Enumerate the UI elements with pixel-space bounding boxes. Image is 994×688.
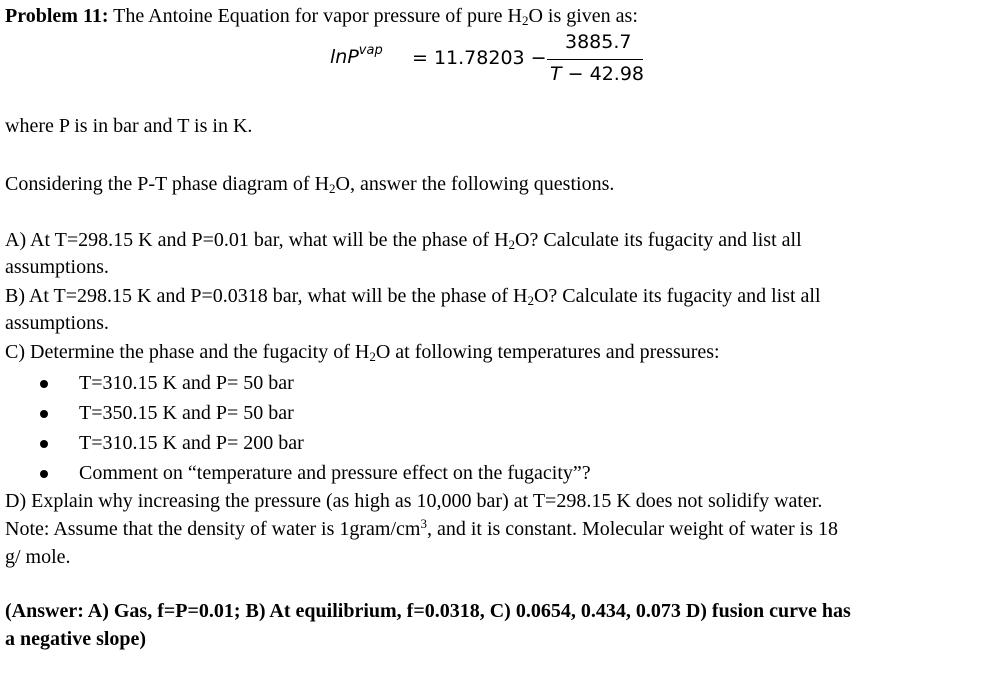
- considering-b: O, answer the following questions.: [335, 173, 615, 195]
- answer-line-2: a negative slope): [5, 628, 147, 650]
- considering-a: Considering the P-T phase diagram of H: [5, 173, 330, 195]
- question-a-part-2: O? Calculate its fugacity and list all: [515, 229, 802, 251]
- note-line-1: [5, 517, 838, 541]
- problem-heading: [5, 4, 638, 28]
- equation-denominator-rest: − 42.98: [561, 63, 645, 85]
- equation-lhs-sup: vap: [358, 43, 383, 58]
- bullet-text: T=310.15 K and P= 50 bar: [79, 372, 294, 394]
- note-line-2: g/ mole.: [5, 546, 71, 568]
- considering-text: [5, 172, 614, 196]
- equation-denominator-var: T: [550, 63, 562, 85]
- problem-intro-b: O is given as:: [528, 5, 638, 27]
- subscript-2: 2: [508, 237, 516, 252]
- question-a-part-1: A) At T=298.15 K and P=0.01 bar, what will be the phase of H: [5, 229, 509, 251]
- question-b-line-2: assumptions.: [5, 312, 109, 334]
- question-d-text: D) Explain why increasing the pressure (as high as 10,000 bar) at T=298.15 K does not solidify water.: [5, 490, 823, 512]
- bullet-text: T=350.15 K and P= 50 bar: [79, 402, 294, 424]
- question-a-line-2: assumptions.: [5, 256, 109, 278]
- bullet-icon: [40, 440, 48, 448]
- where-text: where P is in bar and T is in K.: [5, 115, 253, 137]
- subscript-2: 2: [369, 349, 376, 364]
- question-a-line-1: [5, 228, 802, 252]
- problem-intro-a: The Antoine Equation for vapor pressure of pure H: [108, 5, 522, 27]
- equation-lhs: [330, 43, 383, 68]
- question-b-part-2: O? Calculate its fugacity and list all: [533, 285, 821, 307]
- bullet-text: T=310.15 K and P= 200 bar: [79, 432, 304, 454]
- subscript-2: 2: [527, 293, 534, 308]
- fraction-bar: [547, 59, 643, 60]
- subscript-2: 2: [329, 181, 336, 196]
- bullet-icon: [40, 470, 48, 478]
- note-part-1: Note: Assume that the density of water is 1gram/cm: [5, 518, 421, 540]
- question-b-part-1: B) At T=298.15 K and P=0.0318 bar, what will be the phase of H: [5, 285, 528, 307]
- question-c-part-1: C) Determine the phase and the fugacity of H: [5, 341, 370, 363]
- equation-lhs-base: lnP: [330, 46, 359, 68]
- question-c-line: [5, 340, 720, 364]
- answer-line-1: (Answer: A) Gas, f=P=0.01; B) At equilibrium, f=0.0318, C) 0.0654, 0.434, 0.073 D) fusion curve has: [5, 600, 851, 622]
- bullet-icon: [40, 410, 48, 418]
- equation-constant: = 11.78203 −: [412, 47, 547, 69]
- question-b-line-1: [5, 284, 821, 308]
- bullet-text: Comment on “temperature and pressure effect on the fugacity”?: [79, 462, 591, 484]
- subscript-2: 2: [521, 13, 529, 28]
- note-part-2: , and it is constant. Molecular weight of water is 18: [426, 518, 838, 540]
- equation-denominator: [550, 63, 644, 85]
- question-c-part-2: O at following temperatures and pressures:: [375, 341, 720, 363]
- equation-numerator: 3885.7: [565, 31, 632, 53]
- superscript-3: 3: [420, 516, 427, 531]
- problem-label: Problem 11:: [5, 5, 109, 27]
- bullet-icon: [40, 380, 48, 388]
